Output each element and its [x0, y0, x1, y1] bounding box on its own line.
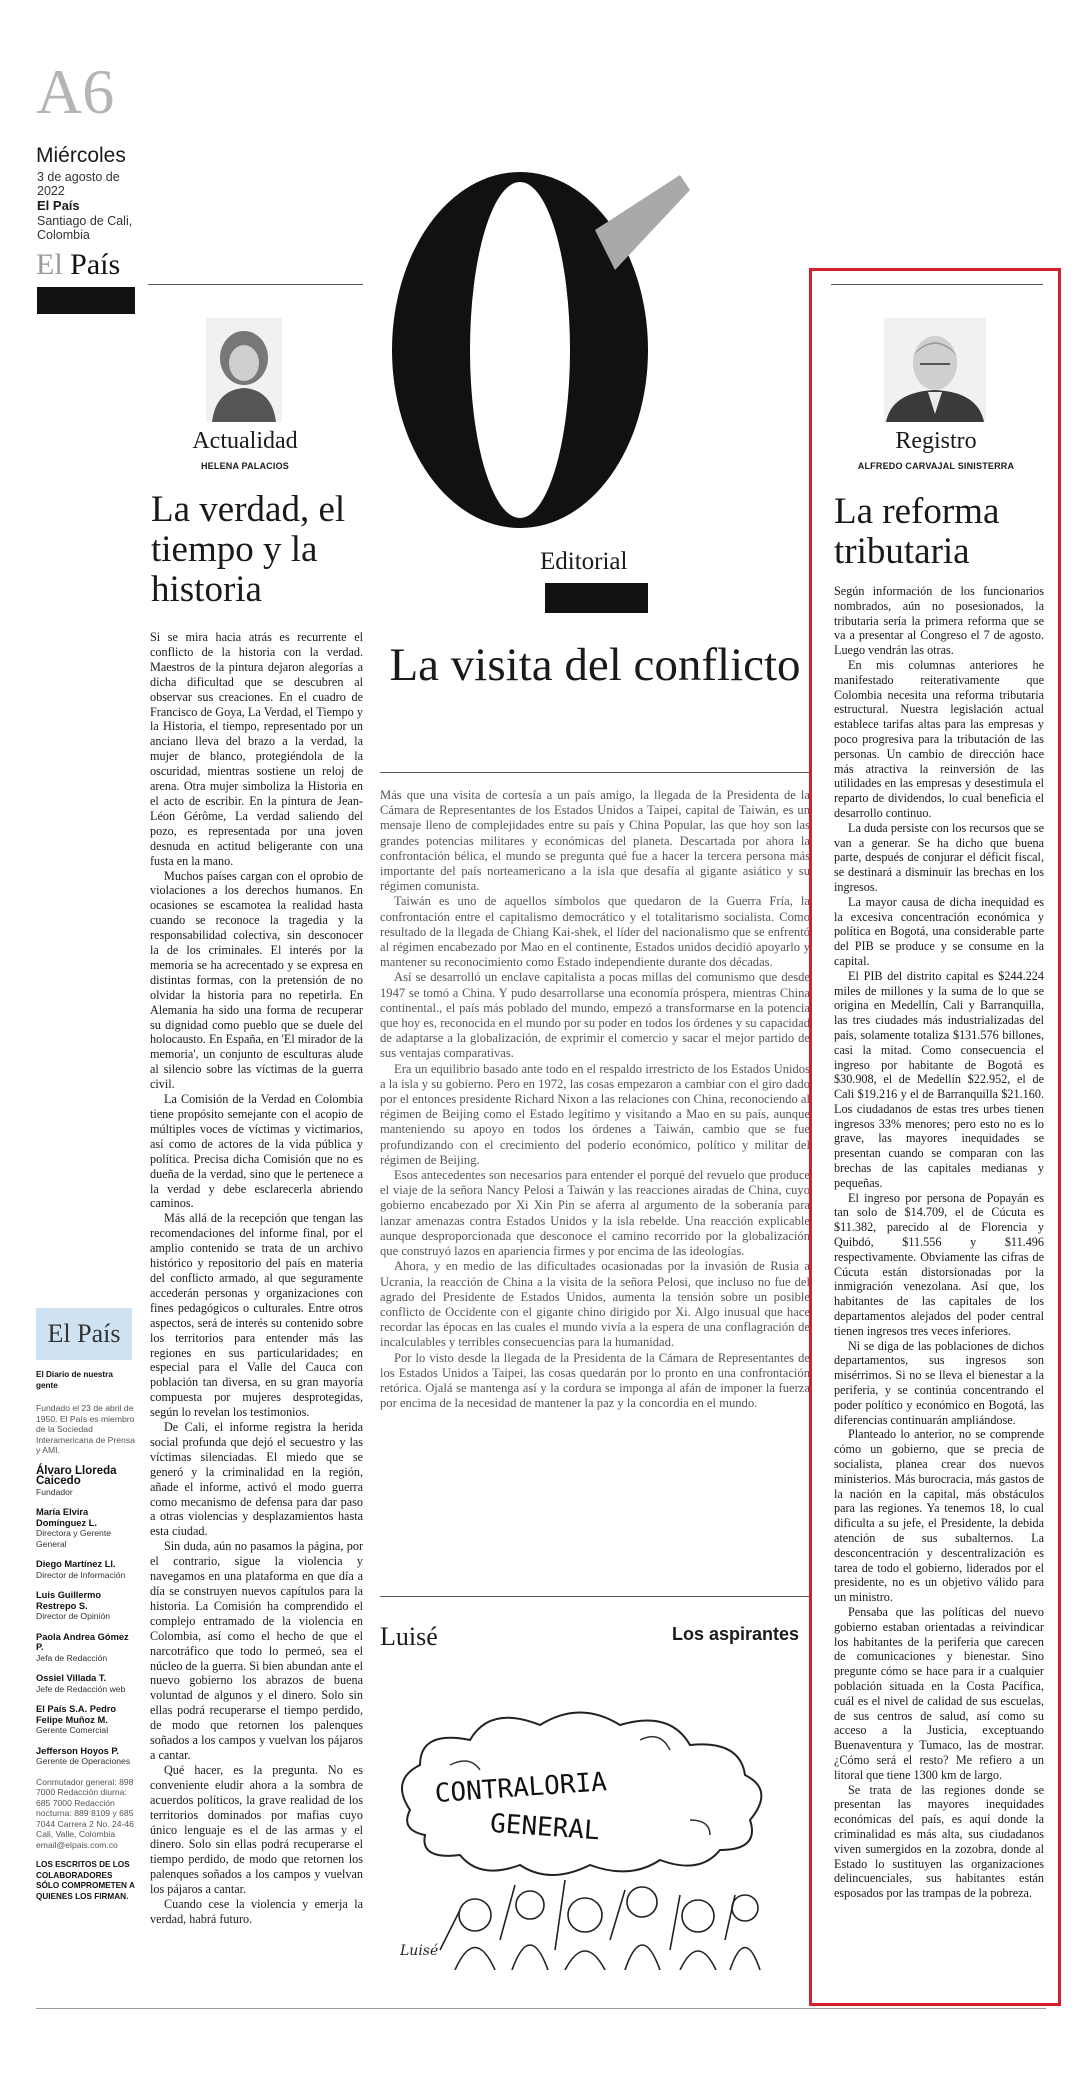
left-paragraph: La Comisión de la Verdad en Colombia tiene propósito semejante con el acopio de múltiples voces de víctimas y victimarios, así como de actores de la vida pública y política. Precisa dicha Comisión que no es dueña de la verdad, sino que le pertenece a la verdad y debe esclarecerla abriendo caminos.: [150, 1092, 363, 1211]
cartoon-drawing: [380, 1670, 810, 1970]
top-rule-left: [148, 284, 363, 285]
staff-person: [36, 1746, 136, 1767]
right-paragraph: Se trata de las regiones donde se presentan las mayores inequidades económicas del país, es aquí donde la criminalidad es más alta, sus ciudadanos viven sumergidos en la zozobra, donde al Estado lo sustituyen las organizaciones delincuenciales, sus habitantes están esposados por las trampas de la pobreza.: [834, 1782, 1044, 1901]
staff-person: [36, 1466, 136, 1498]
left-paragraph: Qué hacer, es la pregunta. No es conveniente eludir ahora a la sombra de acuerdos políticos, la grave realidad de los territorios dominados por mafias cuyo único lenguaje es el de las armas y el dinero. Solo sin ellas podrá recuperarse el tiempo perdido, de modo que retornen los palenques soñados a los campos y vuelvan los pájaros a cantar.: [150, 1762, 363, 1897]
cartoon-top-rule: [380, 1596, 810, 1597]
left-paragraph: Más allá de la recepción que tengan las recomendaciones del informe final, por el amplio contenido se trata de un archivo histórico y repositorio del país en materia del conflicto armado, al que seguramente accederán personas y organizaciones con fines pedagógicos o culturales. Entre otros aspectos, será de interés su contenido sobre los territorios para entender más las regiones en sus particularidades; en especial para el Valle del Cauca con población tan diversa, en su gran mayoría compuesta por mujeres desprotegidas, según lo revelan los testimonios.: [150, 1211, 363, 1420]
staff-box: [36, 1308, 136, 1902]
staff-tagline: El Diario de nuestra gente: [36, 1370, 113, 1390]
issue-date: 3 de agosto de 2022: [37, 170, 120, 198]
staff-person-name: Álvaro Lloreda Caicedo: [36, 1464, 117, 1487]
staff-person-name: Luis Guillermo Restrepo S.: [36, 1590, 102, 1611]
logo-part-2: País: [70, 248, 121, 281]
cartoon-title: Los aspirantes: [672, 1624, 800, 1644]
staff-person-role: Director de Opinión: [36, 1611, 111, 1621]
right-paragraph: Pensaba que las políticas del nuevo gobierno estaban orientadas a reivindicar los habitantes de la periferia que carecen de comunicaciones y bienestar. Sino pregunte cómo se hace para ir a cualquier población situada en la Costa Pacífica, cuál es el nivel de calidad de sus escuelas, de sus centros de salud, así como su acceso a la Justicia, exceptuando Buenaventura y Tumaco, las de mostrar. ¿Cómo será el resto? Me refiero a un litoral que tiene 1300 km de largo.: [834, 1604, 1044, 1782]
right-paragraph: En mis columnas anteriores he manifestado reiterativamente que Colombia necesita una reforma tributaria estructural. Nuestra legislación actual establece tarifas altas para las empresas y poco progresiva para la tributación de las personas. Un cambio de dirección hace más atractiva la reinversión de las utilidades en las empresas y desestimula el reparto de dividendos, lo cual beneficia el desarrollo continuo.: [834, 657, 1044, 820]
left-paragraph: Muchos países cargan con el oprobio de violaciones a los derechos humanos. En ocasiones se escamotea la realidad hasta cuando se reconoce la tragedia y la responsabilidad colectiva, sin desconocer la de los criminales. El interés por la memoria se ha acrecentado y se expresa en distintas formas, con la pretensión de no olvidar la historia para no repetirla. En Alemania ha sido una forma de recuperar su dignidad como pueblo que se duele del holocausto. En España, en 'El mirador de la memoria', un conjunto de esculturas alude al silencio sobre las víctimas de la guerra civil.: [150, 868, 363, 1092]
editorial-text: [380, 788, 810, 1411]
cartoon-author: Luisé: [380, 1622, 438, 1651]
logo-bar: [37, 287, 135, 314]
editorial-paragraph: Era un equilibrio basado ante todo en el respaldo irrestricto de los Estados Unidos a la isla y su gobierno. Pero en 1972, las cosas empezaron a cambiar con el giro dado por el entonces presidente Richard Nixon a las relaciones con China, reconociendo al régimen de Beijing como el Estado legítimo y visitando a Mao en su país, aunque manteniendo su apoyo en todos los órdenes a Taiwán, cambio que se fue profundizando con el crecimiento del poderío económico, político y militar del régimen de Beijing.: [380, 1061, 810, 1167]
left-paragraph: Si se mira hacia atrás es recurrente el conflicto de la historia con la verdad. Maestros de la pintura dejaron alegorías a dicha dificultad que se descubren al observar sus creaciones. En el cuadro de Francisco de Goya, La Verdad, el Tiempo y la Historia, el tiempo, representado por un anciano lleva del brazo a la verdad, la mujer de blanco, protegiéndola de la oscuridad, mientras sostiene un reloj de arena. Otra mujer simboliza la Historia en el acto de escribir. En la pintura de Jean-Léon Gérôme, La verdad saliendo del pozo, es representada por una joven desnuda en actitud beligerante con una fusta en la mano.: [150, 630, 363, 868]
cartoon-caption-1: CONTRALORIA: [433, 1767, 608, 1810]
paper-name: El País: [37, 198, 80, 213]
staff-person: [36, 1673, 136, 1694]
staff-person-name: Jefferson Hoyos P.: [36, 1745, 120, 1756]
left-paragraph: De Cali, el informe registra la herida social profunda que dejó el secuestro y las víctimas silenciadas. El miedo que se generó y la criminalidad en la región, añade el informe, activó el modo guerra como mecanismo de defensa para dar paso a otras violencias y desplazamientos hasta esta ciudad.: [150, 1420, 363, 1539]
editorial-paragraph: Así se desarrolló un enclave capitalista a pocas millas del comunismo que desde 1947 se tomó a China. Y pudo desarrollarse una economía próspera, mientras China continental., el país más poblado del mundo, empezó a transformarse en la potencia que hoy es, reconocida en el mundo por su poder en todos los órdenes y su capacidad de adaptarse a la globalización, de exprimir el comercio y sacar el mejor partido de sus ventajas comparativas.: [380, 970, 810, 1061]
editorial-o-icon: [380, 120, 700, 540]
staff-person-role: Directora y Gerente General: [36, 1528, 111, 1549]
author-alfredo-carvajal: ALFREDO CARVAJAL SINISTERRA: [857, 461, 1015, 471]
editorial-paragraph: Más que una visita de cortesía a un país amigo, la llegada de la Presidenta de la Cámara de Representantes de los Estados Unidos a Taipei, capital de Taiwán, es un mensaje lleno de complejidades entre su país y China Popular, las que hoy son las grandes potencias militares y económicas del planeta. Descartada por ahora la confrontación bélica, el mundo se pregunta qué fue a hacer la tercera persona más importante del país norteamericano a la isla que desafía al gigante asiático y su régimen comunista.: [380, 788, 810, 894]
section-registro: Registro: [895, 428, 977, 454]
editorial-paragraph: Ahora, y en medio de las dificultades ocasionadas por la invasión de Rusia a Ucrania, la reacción de China a la visita de la señora Pelosi, que incluso no fue del agrado del Presidente de Estados Unidos, aumenta la tensión sobre un posible conflicto de Occidente con el gigante chino dirigido por Xi. Algo inusual que hace recordar las épocas en las cuales el mundo vivía a la espera de una conflagración de incalculables y terribles consecuencias para la humanidad.: [380, 1259, 810, 1350]
editorial-paragraph: Esos antecedentes son necesarios para entender el porqué del revuelo que produce el viaje de la señora Nancy Pelosi a Taiwán y las reacciones airadas de China, cuyo gobierno encabezado por Xi Xin Pin se aferra al argumento de la soberanía para lanzar amenazas contra Estados Unidos y la isla rebelde. Una reacción explicable aunque desproporcionada que desconoce el camino recorrido por la globalización que construyó lazos en apariencia firmes y por encima de las ideologías.: [380, 1168, 810, 1259]
bottom-rule: [36, 2008, 1046, 2009]
staff-person-name: Paola Andrea Gómez P.: [36, 1631, 129, 1652]
city: Santiago de Cali, Colombia: [37, 214, 133, 242]
right-paragraph: Según información de los funcionarios nombrados, aún no posesionados, la tributaria sería la primera reforma que se va a presentar al Congreso el 7 de agosto. Luego vendrán las otras.: [834, 584, 1044, 658]
staff-person-role: Gerente de Operaciones: [36, 1756, 131, 1766]
staff-contact: Conmutador general: 898 7000 Redacción diurna: 685 7000 Redacción nocturna: 889 8109 y 685 7044 Carrera 2 No. 24-46 Cali, Valle, Colombia email@elpais.com.co: [36, 1776, 134, 1850]
left-column-text: [150, 630, 363, 1927]
staff-founded: Fundado el 23 de abril de 1950. El País es miembro de la Sociedad Interamericana de Prensa y AMI.: [36, 1403, 135, 1455]
staff-person: [36, 1590, 136, 1622]
staff-person-role: Gerente Comercial: [36, 1725, 109, 1735]
editorial-top-rule: [380, 772, 810, 773]
left-paragraph: Sin duda, aún no pasamos la página, por el contrario, sigue la violencia y navegamos en una plataforma en que día a día se construyen nuevos capítulos para la historia. La Comisión ha comprendido el complejo entramado de la violencia en Colombia, así como el hecho de que el narcotráfico que todo lo permeó, sea el núcleo de la guerra. Si bien abundan ante el nuevo gobierno los abrazos de buena voluntad de algunos y el dinero. Solo sin ellas podrá recuperarse el tiempo perdido, de modo que retornen los palenques soñados a los campos y vuelvan los pájaros a cantar.: [150, 1539, 363, 1762]
staff-person-name: Ossiel Villada T.: [36, 1673, 107, 1683]
page-number: A6: [36, 56, 115, 127]
staff-person-role: Jefe de Redacción web: [36, 1683, 126, 1694]
editorial-paragraph: Por lo visto desde la llegada de la Presidenta de la Cámara de Representantes de los Estados Unidos a Taipei, las cosas quedarán por lo pronto en una confrontación retórica. Ojalá se mantenga así y la cordura se imponga al afán de imponer la fuerza por encima de la necesidad de mantener la paz y la concordia en el mundo.: [380, 1350, 810, 1411]
helena-palacios-photo: [206, 318, 282, 422]
section-actualidad: Actualidad: [192, 428, 298, 454]
staff-person-name: Diego Martínez Ll.: [36, 1559, 116, 1569]
newspaper-logo: [36, 248, 120, 282]
editorial-title: La visita del conflicto: [389, 639, 801, 691]
cartoon-signature: Luisé: [400, 1943, 439, 1959]
logo-part-1: El: [36, 248, 63, 281]
staff-disclaimer: LOS ESCRITOS DE LOS COLABORADORES SÓLO COMPROMETEN A QUIENES LOS FIRMAN.: [36, 1860, 135, 1901]
column-title-reforma: La reforma tributaria: [834, 491, 1000, 572]
staff-person-role: Director de Información: [36, 1569, 126, 1580]
right-paragraph: El PIB del distrito capital es $244.224 miles de millones y la suma de lo que se origina en Medellín, Cali y Barranquilla, las tres ciudades más industrializadas del país, solamente totaliza $131.576 billones, casi la mitad. Como consecuencia el ingreso por habitante de Bogotá es $30.908, el de Medellín $22.952, el de Cali $19.216 y el de Barranquilla $21.160. Los ciudadanos de estas tres urbes tienen ingresos 33% menores; pero esto no es lo grave, las mayores inequidades se presentan cuando se comparan con las brechas de las capitales medianas y pequeñas.: [834, 968, 1044, 1190]
staff-person: [36, 1632, 136, 1664]
right-paragraph: Planteado lo anterior, no se comprende cómo un gobierno, que se precia de socialista, planea crear dos nuevos ministerios. Más burocracia, más gastos de la nación en la capital, más obstáculos para las regiones. Ya tenemos 18, lo cual dificulta a su jefe, el Presidente, la debida atención de sus subalternos. La desconcentración y descentralización es tarea de todo el gobierno, liderados por el presidente, no es un objetivo válido para un ministro.: [834, 1427, 1044, 1605]
right-paragraph: Ni se diga de las poblaciones de dichos departamentos, sus ingresos son misérrimos. Si no se lleva el bienestar a la periferia, y se continúa concentrando el poder político y económico en Bogotá, las diferencias continuarán ampliándose.: [834, 1338, 1044, 1427]
author-helena-palacios: HELENA PALACIOS: [200, 461, 289, 471]
staff-person-role: Fundador: [36, 1486, 73, 1497]
weekday: Miércoles: [36, 144, 126, 167]
staff-person-name: El País S.A. Pedro Felipe Muñoz M.: [36, 1704, 117, 1725]
editorial-label: Editorial: [540, 548, 628, 575]
staff-person: [36, 1507, 136, 1549]
highlight-frame: [809, 268, 1061, 2006]
left-paragraph: Cuando cese la violencia y emerja la verdad, habrá futuro.: [150, 1897, 363, 1926]
right-paragraph: El ingreso por persona de Popayán es tan solo de $14.709, el de Cúcuta es $11.382, parecido al de Florencia y Quibdó, $11.556 y $11.496 respectivamente. Obviamente las cifras de Cúcuta están distorsionadas por la inmigración venezolana. Así que, los habitantes de las capitales de los departamentos alejados del poder central tienen ingresos tres veces inferiores.: [834, 1190, 1044, 1338]
right-paragraph: La duda persiste con los recursos que se van a generar. Se ha dicho que buena parte, después de conjurar el déficit fiscal, se destinará a disminuir las brechas en los ingresos.: [834, 820, 1044, 894]
staff-logo: El País: [36, 1308, 132, 1360]
right-paragraph: La mayor causa de dicha inequidad es la excesiva concentración económica y política en Bogotá, una considerable parte del PIB se produce y se consume en la capital.: [834, 894, 1044, 968]
staff-person-role: Jefa de Redacción: [36, 1652, 108, 1663]
staff-person-name: María Elvira Domínguez L.: [36, 1507, 97, 1528]
column-title-la-verdad: La verdad, el tiempo y la historia: [151, 489, 346, 610]
editorial-bar: [545, 583, 648, 613]
cartoon-caption-2: GENERAL: [489, 1808, 601, 1847]
staff-person: [36, 1704, 136, 1736]
editorial-paragraph: Taiwán es uno de aquellos símbolos que quedaron de la Guerra Fría, la confrontación entre el capitalismo democrático y el totalitarismo socialista. Como resultado de la llegada de Chiang Kai-shek, el líder del nacionalismo que se enfrentó al régimen encabezado por Mao en el continente, Estados unidos decidió apoyarlo y mantener su reconocimiento como Estado independiente durante dos décadas.: [380, 894, 810, 970]
staff-person: [36, 1559, 136, 1580]
